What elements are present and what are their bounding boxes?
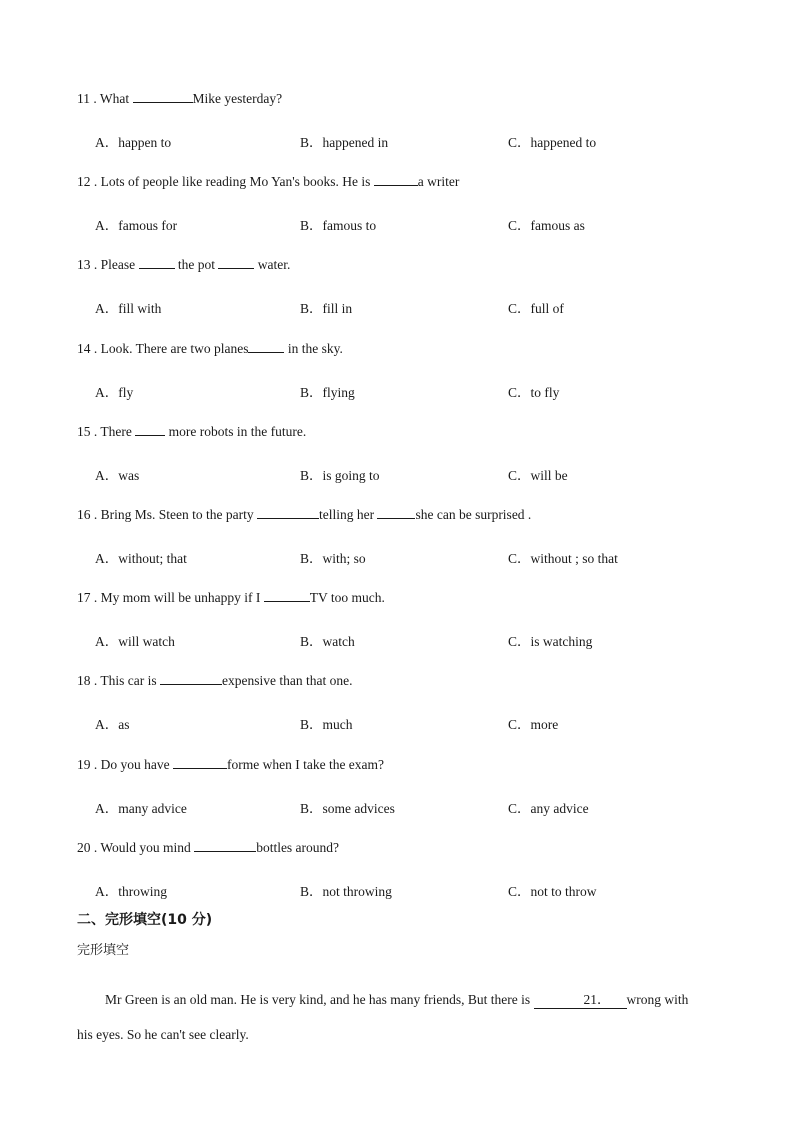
option-b: B．much [300,717,353,733]
answer-blank [218,256,254,269]
question-stem: 16 . Bring Ms. Steen to the party telling her she can be surprised . [77,507,532,522]
section-heading: 二、完形填空(10 分) [77,912,213,928]
option-a: A．was [95,467,140,483]
stem-text: she can be surprised . [415,507,532,522]
stem-text: a writer [417,174,460,190]
option-c: C．to fly [508,384,560,400]
stem-text: the pot [174,257,219,273]
stem-text: more robots in the future. [165,423,307,439]
stem-text: Bring Ms. Steen to the party [100,507,257,522]
question-stem: 18 . This car is expensive than that one. [77,673,353,689]
stem-text: bottles around? [256,839,340,855]
stem-text: forme when I take the exam? [226,756,385,772]
option-a: A．throwing [95,883,167,899]
stem-text: Mike yesterday? [192,91,283,106]
answer-blank [173,756,227,769]
option-c: C．full of [508,301,564,317]
option-b: B．not throwing [300,883,392,899]
answer-blank [160,672,222,685]
option-b: B．some advices [300,800,395,816]
option-a: A．fill with [95,301,162,317]
question-stem: 11 . What Mike yesterday? [77,91,283,106]
option-b: B．is going to [300,467,380,483]
option-b: B．watch [300,634,355,650]
option-c: C．without ; so that [508,551,618,566]
option-a: A．fly [95,384,134,400]
question-stem: 19 . Do you have forme when I take the exam? [77,756,385,772]
question-number: 14 [77,340,91,356]
cloze-passage [77,982,697,1052]
answer-blank [135,423,165,436]
passage-text-after: wrong with his eyes. So he can't see clearly. [77,992,689,1042]
option-c: C．happened to [508,135,597,150]
passage-text-before: Mr Green is an old man. He is very kind, and he has many friends, But there is [105,992,534,1007]
stem-text: My mom will be unhappy if I [100,590,264,606]
stem-text: water. [254,257,291,273]
option-c: C．famous as [508,218,585,234]
stem-text: There [100,423,136,439]
stem-text: Look. There are two planes [100,340,249,356]
option-c: C．will be [508,467,568,483]
option-b: B．flying [300,384,355,400]
answer-blank [257,506,319,519]
question-number: 15 [77,423,91,439]
option-c: C．is watching [508,634,593,650]
stem-text: This car is [100,673,161,689]
option-b: B．famous to [300,218,377,234]
option-a: A．many advice [95,800,187,816]
option-a: A．famous for [95,218,178,234]
question-number: 20 [77,839,91,855]
question-stem: 17 . My mom will be unhappy if I TV too much. [77,590,385,606]
question-number: 16 [77,507,91,522]
option-c: C．any advice [508,800,589,816]
answer-blank [194,839,256,852]
stem-text: Do you have [100,756,173,772]
option-b: B．with; so [300,551,366,566]
question-number: 13 [77,257,91,273]
option-a: A．will watch [95,634,175,650]
answer-blank [374,173,418,186]
stem-text: Please [100,257,139,273]
stem-text: telling her [318,507,378,522]
answer-blank [133,90,193,103]
question-stem: 14 . Look. There are two planes in the sky. [77,340,343,356]
answer-blank [264,589,310,602]
stem-text: in the sky. [284,340,343,356]
section-subtitle: 完形填空 [77,943,130,958]
question-stem: 15 . There more robots in the future. [77,423,307,439]
option-b: B．fill in [300,301,353,317]
question-stem: 13 . Please the pot water. [77,257,291,273]
question-number: 17 [77,590,91,606]
option-c: C．more [508,717,559,733]
stem-text: What [99,91,133,106]
option-c: C．not to throw [508,883,597,899]
question-stem: 12 . Lots of people like reading Mo Yan's books. He is a writer [77,174,460,190]
stem-text: expensive than that one. [222,673,353,689]
question-number: 12 [77,174,91,190]
question-stem: 20 . Would you mind bottles around? [77,839,340,855]
option-a: A．as [95,717,130,733]
answer-blank [377,506,415,519]
option-b: B．happened in [300,135,389,150]
stem-text: TV too much. [309,590,385,606]
cloze-blank-21: 21． [534,992,627,1009]
option-a: A．without; that [95,551,187,566]
stem-text: Lots of people like reading Mo Yan's books. He is [100,174,374,190]
question-number: 11 [77,91,90,106]
option-a: A．happen to [95,135,172,150]
answer-blank [139,256,175,269]
answer-blank [248,340,284,353]
question-number: 18 [77,673,91,689]
question-number: 19 [77,756,91,772]
stem-text: Would you mind [100,839,195,855]
